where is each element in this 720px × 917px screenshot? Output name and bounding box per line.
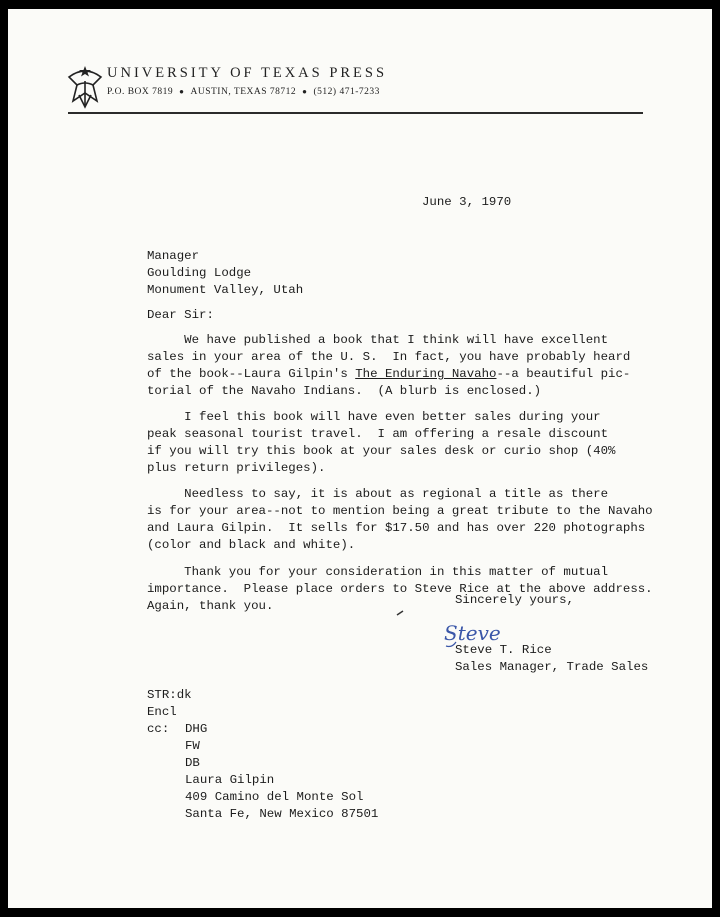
reference-initials: STR:dk (147, 688, 192, 702)
cc-recipient: DB (185, 756, 200, 770)
letter-page (8, 9, 712, 908)
paragraph-3-line-4: (color and black and white). (147, 538, 356, 552)
paragraph-3-line-3: and Laura Gilpin. It sells for $17.50 and has over 220 photographs (147, 521, 646, 535)
paragraph-2-line-2: peak seasonal tourist travel. I am offering a resale discount (147, 427, 609, 441)
pen-mark (396, 610, 404, 616)
press-name: UNIVERSITY OF TEXAS PRESS (107, 65, 388, 81)
signature-text: Steve (444, 621, 501, 645)
phone-number: (512) 471-7233 (313, 87, 380, 97)
paragraph-1-line-2: sales in your area of the U. S. In fact, you have probably heard (147, 350, 631, 364)
paragraph-1-line-1: We have published a book that I think will have excellent (147, 333, 609, 347)
paragraph-1-line-4: torial of the Navaho Indians. (A blurb is enclosed.) (147, 384, 542, 398)
letterhead-rule (68, 112, 643, 114)
paragraph-1-line-3-start: of the book--Laura Gilpin's (147, 367, 356, 381)
paragraph-4-line-2: importance. Please place orders to Steve Rice at the above address. (147, 582, 653, 596)
cc-label: cc: (147, 722, 170, 736)
paragraph-1-line-3 (147, 366, 630, 383)
paragraph-4-line-1: Thank you for your consideration in this matter of mutual (147, 565, 609, 579)
enclosure-note: Encl (147, 705, 177, 719)
book-title: The Enduring Navaho (355, 367, 497, 381)
cc-recipient: DHG (185, 722, 208, 736)
letter-date: June 3, 1970 (422, 195, 512, 209)
closing: Sincerely yours, (455, 593, 574, 607)
separator-dot-icon: ● (179, 87, 185, 96)
cc-recipient: FW (185, 739, 200, 753)
paragraph-2-line-4: plus return privileges). (147, 461, 326, 475)
po-box: P.O. BOX 7819 (107, 87, 174, 97)
recipient-line-3: Monument Valley, Utah (147, 283, 304, 297)
recipient-line-2: Goulding Lodge (147, 266, 252, 280)
paragraph-2-line-1: I feel this book will have even better sales during your (147, 410, 601, 424)
cc-addressee-city: Santa Fe, New Mexico 87501 (185, 807, 379, 821)
separator-dot-icon: ● (302, 87, 308, 96)
cc-addressee-street: 409 Camino del Monte Sol (185, 790, 364, 804)
paragraph-4-line-3: Again, thank you. (147, 599, 274, 613)
recipient-line-1: Manager (147, 249, 200, 263)
press-address (107, 87, 386, 97)
paragraph-2-line-3: if you will try this book at your sales desk or curio shop (40% (147, 444, 616, 458)
paragraph-3-line-1: Needless to say, it is about as regional a title as there (147, 487, 609, 501)
signer-title: Sales Manager, Trade Sales (455, 660, 649, 674)
cc-addressee-name: Laura Gilpin (185, 773, 275, 787)
ut-seal-logo (65, 63, 105, 109)
paragraph-3-line-2: is for your area--not to mention being a great tribute to the Navaho (147, 504, 653, 518)
paragraph-1-line-3-end: --a beautiful pic- (496, 367, 631, 381)
city-state-zip: AUSTIN, TEXAS 78712 (190, 87, 297, 97)
salutation: Dear Sir: (147, 308, 214, 322)
signer-name: Steve T. Rice (455, 643, 552, 657)
